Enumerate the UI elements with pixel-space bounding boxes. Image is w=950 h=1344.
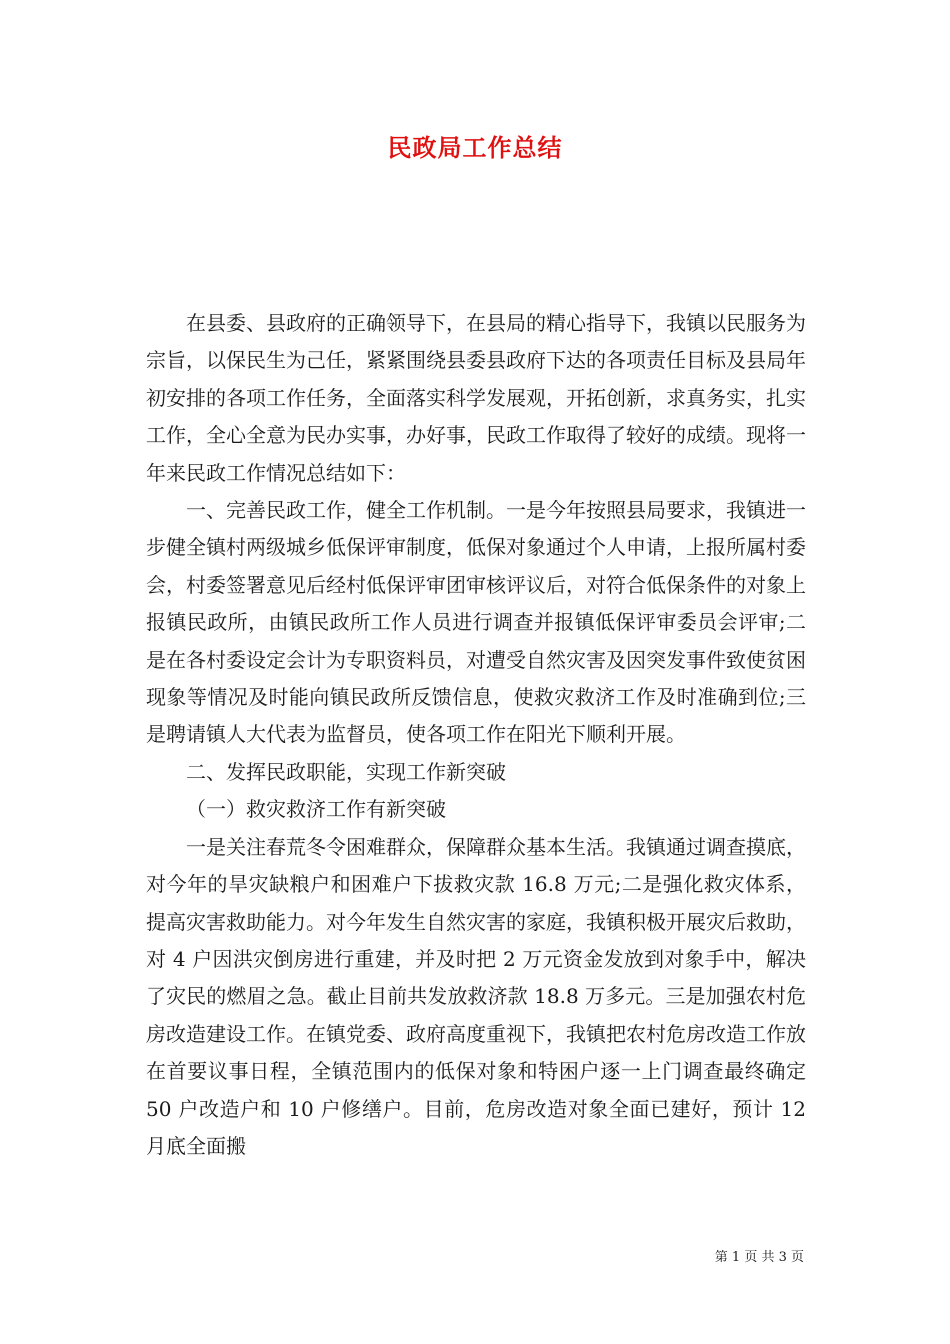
paragraph-intro: 在县委、县政府的正确领导下，在县局的精心指导下，我镇以民服务为宗旨，以保民生为己任，紧紧围绕县委县政府下达的各项责任目标及县局年初安排的各项工作任务，全面落实科学发展观，开拓创新，求真务实，扎实工作，全心全意为民办实事，办好事，民政工作取得了较好的成绩。现将一年来民政工作情况总结如下： <box>146 311 806 485</box>
document-title: 民政局工作总结 <box>387 133 563 162</box>
section-heading-2: 二、发挥民政职能，实现工作新突破 <box>186 759 506 784</box>
paragraph-disaster-relief: 一是关注春荒冬令困难群众，保障群众基本生活。我镇通过调查摸底，对今年的旱灾缺粮户和困难户下拔救灾款 16.8 万元;二是强化救灾体系，提高灾害救助能力。对今年发生自然灾害的家庭，我镇积极开展灾后救助，对 4 户因洪灾倒房进行重建，并及时把 2 万元资金发放到对象手中，解决了灾民的燃眉之急。截止目前共发放救济款 18.8 万多元。三是加强农村危房改造建设工作。在镇党委、政府高度重视下，我镇把农村危房改造工作放在首要议事日程，全镇范围内的低保对象和特困户逐一上门调查最终确定 50 户改造户和 10 户修缮户。目前，危房改造对象全面已建好，预计 12 月底全面搬 <box>146 834 806 1158</box>
subsection-heading-1: （一）救灾救济工作有新突破 <box>186 797 446 822</box>
document-body <box>146 305 806 1165</box>
page-number-footer: 第 1 页 共 3 页 <box>714 1250 804 1265</box>
paragraph-section-1: 一、完善民政工作，健全工作机制。一是今年按照县局要求，我镇进一步健全镇村两级城乡低保评审制度，低保对象通过个人申请，上报所属村委会，村委签署意见后经村低保评审团审核评议后，对符合低保条件的对象上报镇民政所，由镇民政所工作人员进行调查并报镇低保评审委员会评审;二是在各村委设定会计为专职资料员，对遭受自然灾害及因突发事件致使贫困现象等情况及时能向镇民政所反馈信息，使救灾救济工作及时准确到位;三是聘请镇人大代表为监督员，使各项工作在阳光下顺利开展。 <box>146 498 806 747</box>
